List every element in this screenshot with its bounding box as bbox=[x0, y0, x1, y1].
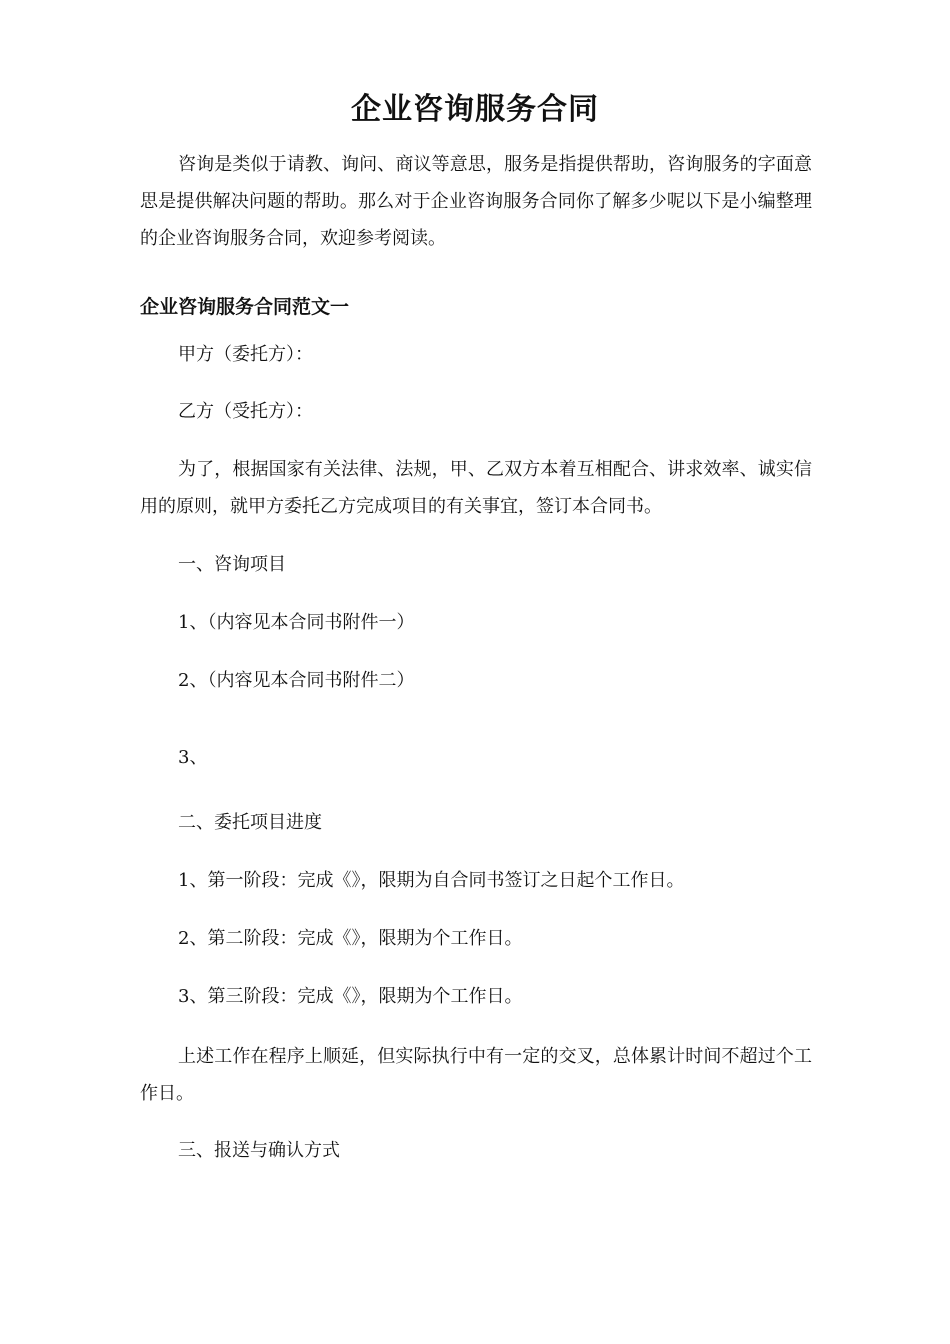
party-a-line: 甲方（委托方）： bbox=[178, 344, 313, 365]
clause-2-item: 3、第三阶段：完成《》，限期为个工作日。 bbox=[178, 986, 523, 1007]
party-b-line: 乙方（受托方）： bbox=[178, 401, 313, 422]
clause-2-item: 1、第一阶段：完成《》，限期为自合同书签订之日起个工作日。 bbox=[178, 870, 685, 891]
intro-paragraph: 咨询是类似于请教、询问、商议等意思，服务是指提供帮助，咨询服务的字面意思是提供解决问题的帮助。那么对于企业咨询服务合同你了解多少呢以下是小编整理的企业咨询服务合同，欢迎参考阅读。 bbox=[140, 154, 812, 249]
clause-3-heading: 三、报送与确认方式 bbox=[178, 1140, 340, 1161]
document-title: 企业咨询服务合同 bbox=[351, 92, 599, 127]
clause-2-heading: 二、委托项目进度 bbox=[178, 812, 322, 833]
clause-1-item: 3、 bbox=[178, 747, 208, 768]
section-heading: 企业咨询服务合同范文一 bbox=[140, 296, 350, 318]
clause-2-item: 2、第二阶段：完成《》，限期为个工作日。 bbox=[178, 928, 523, 949]
clause-1-item: 1、（内容见本合同书附件一） bbox=[178, 612, 415, 633]
clause-2-note-paragraph: 上述工作在程序上顺延，但实际执行中有一定的交叉，总体累计时间不超过个工作日。 bbox=[140, 1046, 812, 1104]
clause-1-heading: 一、咨询项目 bbox=[178, 554, 286, 575]
clause-1-item: 2、（内容见本合同书附件二） bbox=[178, 670, 415, 691]
preamble-paragraph: 为了，根据国家有关法律、法规，甲、乙双方本着互相配合、讲求效率、诚实信用的原则，就甲方委托乙方完成项目的有关事宜，签订本合同书。 bbox=[140, 459, 812, 517]
